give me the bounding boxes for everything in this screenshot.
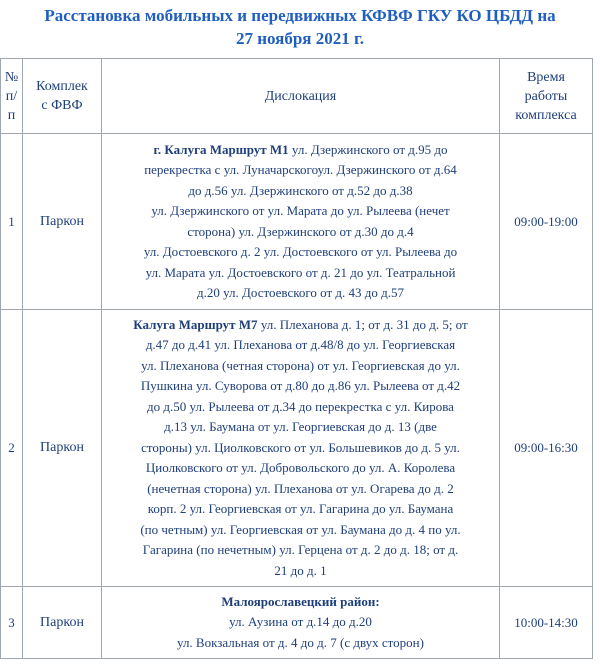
location-lead: Калуга Маршрут М7 [133,316,258,332]
header-work-time: Время работы комплекса [500,59,593,134]
location-lead: г. Калуга Маршрут М1 [153,141,289,157]
header-location: Дислокация [102,59,500,134]
header-number: № п/ п [1,59,23,134]
title-line-1: Расстановка мобильных и передвижных КФВФ ГКУ КО ЦБДД на [44,6,556,25]
row-work-time: 10:00-14:30 [500,587,593,659]
row-work-time: 09:00-16:30 [500,310,593,587]
row-location: Калуга Маршрут М7 ул. Плеханова д. 1; от д. 31 до д. 5; от д.47 до д.41 ул. Плеханова от д.48/8 до ул. Георгиевская ул. Плеханова (четная сторона) от ул. Георгиевская до ул. Пушкина ул. Суворова от д.80 до д.86 ул. Рылеева от д.42 до д.50 ул. Рылеева от д.34 до перекрестка с ул. Кирова д.13 ул. Баумана от ул. Георгиевская до д. 13 (две стороны) ул. Циолковского от ул. Большевиков до д. 5 ул. Циолковского от ул. Добровольского до ул. А. Королева (нечетная сторона) ул. Плеханова от ул. Огарева до д. 2 корп. 2 ул. Георгиевская от ул. Гагарина до ул. Баумана (по четным) ул. Георгиевская от ул. Баумана до д. 4 по ул. Гагарина (по нечетным) ул. Герцена от д. 2 до д. 18; от д. 21 до д. 1 [102,310,500,587]
row-complex: Паркон [23,587,102,659]
row-complex: Паркон [23,134,102,310]
document-title [0,4,600,50]
table-header-row [1,59,593,134]
header-complex: Комплек с ФВФ [23,59,102,134]
row-location: Малоярославецкий район: ул. Аузина от д.14 до д.20 ул. Вокзальная от д. 4 до д. 7 (с двух сторон) [102,587,500,659]
row-work-time: 09:00-19:00 [500,134,593,310]
row-number: 3 [1,587,23,659]
table-row [1,134,593,310]
table-row [1,310,593,587]
row-number: 2 [1,310,23,587]
table-row [1,587,593,659]
row-number: 1 [1,134,23,310]
row-complex: Паркон [23,310,102,587]
location-lead: Малоярославецкий район: [221,593,380,609]
row-location: г. Калуга Маршрут М1 ул. Дзержинского от д.95 до перекрестка с ул. Луначарскогоул. Дзержинского от д.64 до д.56 ул. Дзержинского от д.52 до д.38 ул. Дзержинского от ул. Марата до ул. Рылеева (нечет сторона) ул. Дзержинского от д.30 до д.4 ул. Достоевского д. 2 ул. Достоевского от ул. Рылеева до ул. Марата ул. Достоевского от д. 21 до ул. Театральной д.20 ул. Достоевского от д. 43 до д.57 [102,134,500,310]
title-line-2: 27 ноября 2021 г. [235,29,365,48]
placement-table [0,58,593,659]
